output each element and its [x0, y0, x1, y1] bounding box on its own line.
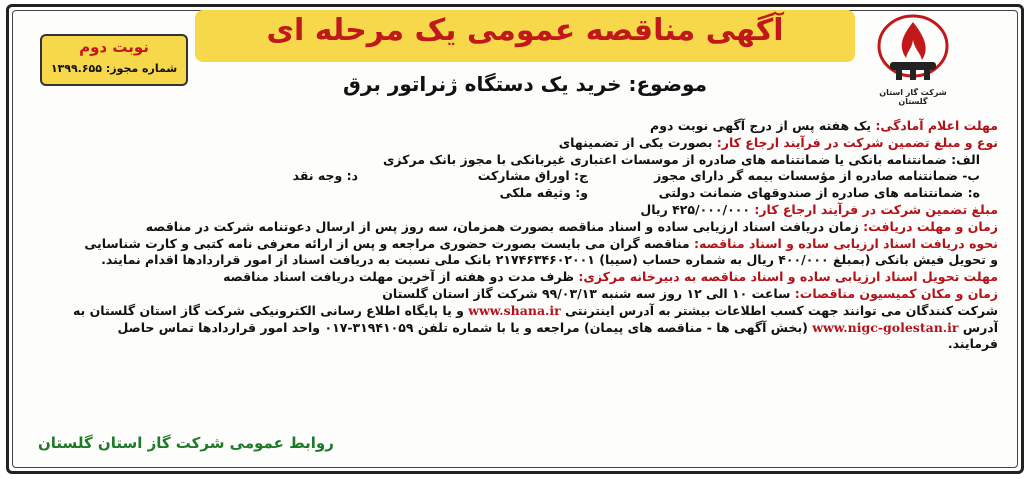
option-d: د: وجه نقد [292, 168, 358, 184]
amount-text: ۴۲۵/۰۰۰/۰۰۰ ریال [640, 201, 750, 217]
permit-number: شماره مجوز: ۱۳۹۹.۶۵۵ [50, 62, 178, 75]
how-text: مناقصه گران می بایست بصورت حضوری مراجعه و پس از ارائه معرفی نامه کتبی و کارت شناسایی [84, 235, 690, 251]
how-label: نحوه دریافت اسناد ارزیابی ساده و اسناد مناقصه: [694, 235, 998, 251]
receive-line [30, 219, 998, 236]
how-line [30, 236, 998, 253]
guarantee-type-label: نوع و مبلغ تضمین شرکت در فرآیند ارجاع کار: [716, 134, 998, 150]
option-f: و: وثیقه ملکی [499, 185, 588, 201]
info-text-2a: آدرس [962, 319, 998, 335]
receive-label: زمان و مهلت دریافت: [863, 218, 998, 234]
deliver-text: ظرف مدت دو هفته از آخرین مهلت دریافت اسناد مناقصه [223, 269, 574, 285]
notice-subject: موضوع: خرید یک دستگاه ژنراتور برق [343, 72, 707, 96]
info-text-1a: شرکت کنندگان می توانند جهت کسب اطلاعات بیشتر به آدرس اینترنتی [565, 302, 998, 318]
company-logo [868, 10, 958, 106]
commission-line [30, 286, 998, 303]
public-relations-signature: روابط عمومی شرکت گاز استان گلستان [38, 434, 334, 452]
amount-label: مبلغ تضمین شرکت در فرآیند ارجاع کار: [754, 201, 998, 217]
gas-flame-logo-icon [868, 10, 958, 88]
receive-text: زمان دریافت اسناد ارزیابی ساده و اسناد مناقصه بصورت همزمان، سه روز پس از ارسال دعوتنامه شرکت در مناقصه [145, 218, 859, 234]
guarantee-type-text: بصورت یکی از تضمینهای [558, 134, 713, 150]
notice-body [30, 118, 998, 353]
options-row-2 [30, 185, 998, 202]
info-line-1 [30, 303, 998, 320]
info-line-2 [30, 320, 998, 337]
info-text-2b: (بخش آگهی ها - مناقصه های پیمان) مراجعه و یا با شماره تلفن ۳۱۹۴۱۰۵۹-۰۱۷ واحد امور قراردادها تماس حاصل [117, 319, 808, 335]
option-e: ه: ضمانتنامه های صادره از صندوقهای ضمانت دولتی [658, 185, 980, 201]
amount-line [30, 202, 998, 219]
readiness-text: یک هفته پس از درج آگهی نوبت دوم [650, 118, 872, 133]
option-b: ب- ضمانتنامه صادره از مؤسسات بیمه گر دارای مجوز [654, 168, 980, 184]
readiness-line [30, 118, 998, 135]
notice-title: آگهی مناقصه عمومی یک مرحله ای [266, 13, 784, 48]
deliver-line [30, 269, 998, 286]
info-line-3: فرمایند. [947, 336, 998, 352]
option-a: الف: ضمانتنامه بانکی یا ضمانتنامه های صادره از موسسات اعتباری غیربانکی با مجوز بانک مرکزی [382, 151, 980, 167]
shana-link[interactable]: www.shana.ir [468, 302, 561, 318]
round-badge [40, 34, 188, 86]
how-line-2: و تحویل فیش بانکی (بمبلغ ۴۰۰/۰۰۰ ریال به شماره حساب (سیبا) ۲۱۷۴۶۳۴۶۰۲۰۰۱ بانک ملی نسبت به دریافت اسناد از امور قراردادها اقدام نمایند. [101, 252, 998, 268]
commission-label: زمان و مکان کمیسیون مناقصات: [794, 285, 998, 301]
option-c: ج: اوراق مشارکت [477, 168, 588, 184]
commission-text: ساعت ۱۰ الی ۱۲ روز سه شنبه ۹۹/۰۳/۱۳ شرکت گاز استان گلستان [382, 285, 791, 301]
title-area [195, 10, 855, 100]
badge-title: نوبت دوم [79, 38, 149, 56]
info-text-1b: و یا پایگاه اطلاع رسانی الکترونیکی شرکت گاز استان گلستان به [72, 302, 464, 318]
options-row-1 [30, 168, 998, 185]
deliver-label: مهلت تحویل اسناد ارزیابی ساده و اسناد مناقصه به دبیرخانه مرکزی: [578, 269, 998, 285]
readiness-label: مهلت اعلام آمادگی: [875, 118, 998, 133]
nigc-golestan-link[interactable]: www.nigc-golestan.ir [812, 319, 959, 335]
logo-caption: شرکت گاز استان گلستان [879, 88, 947, 106]
guarantee-type-line [30, 135, 998, 152]
